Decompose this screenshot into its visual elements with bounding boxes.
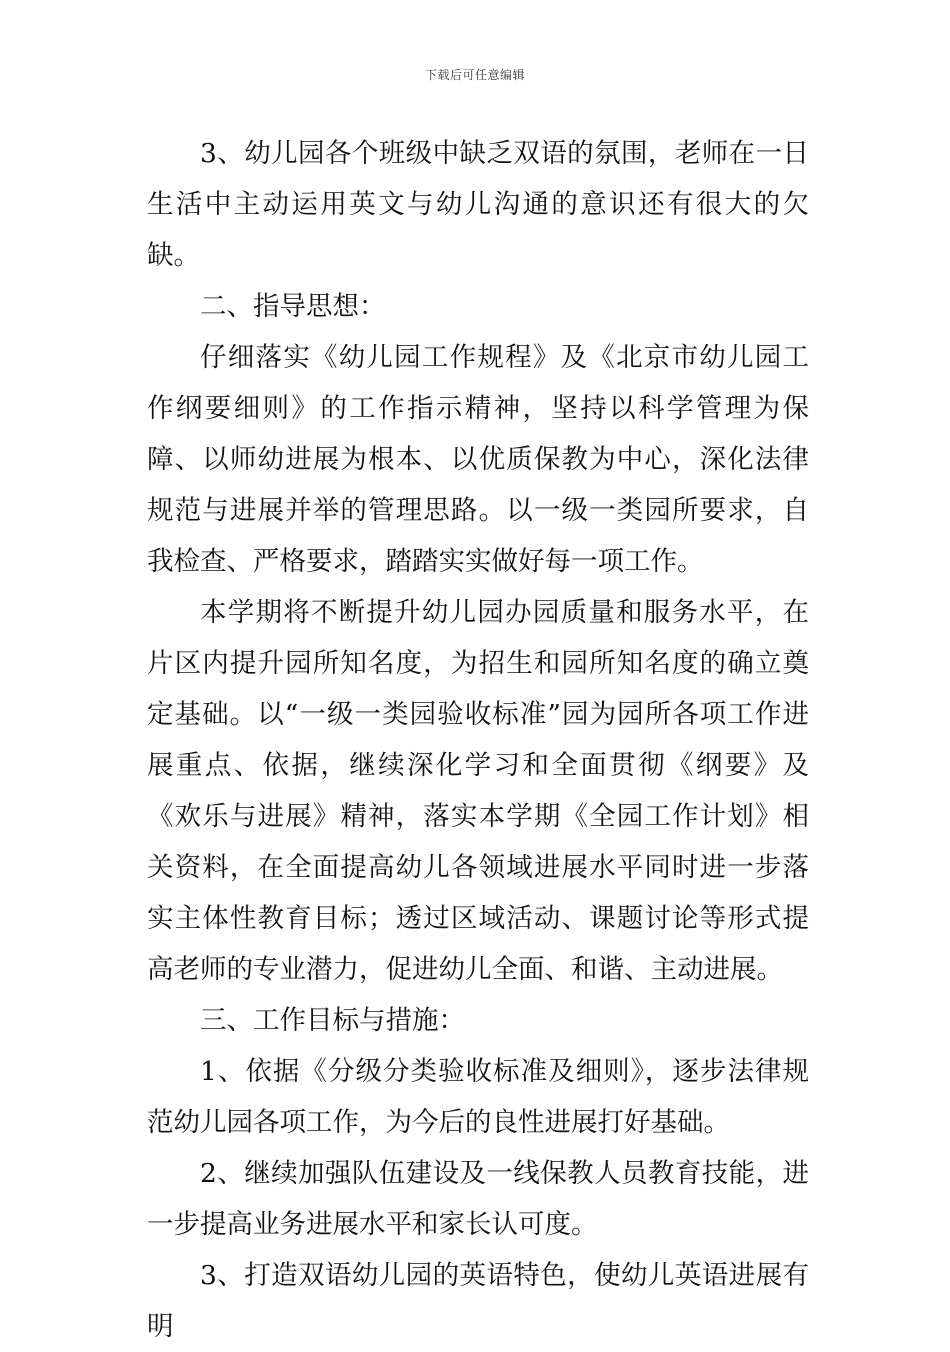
document-body: [147, 128, 809, 1352]
paragraph-measure-1: 1、依据《分级分类验收标准及细则》，逐步法律规范幼儿园各项工作，为今后的良性进展打好基础。: [147, 1056, 809, 1138]
section-heading-guiding-ideology: 二、指导思想：: [200, 291, 386, 322]
paragraph-implementation: 仔细落实《幼儿园工作规程》及《北京市幼儿园工作纲要细则》的工作指示精神，坚持以科学管理为保障、以师幼进展为根本、以优质保教为中心，深化法律规范与进展并举的管理思路。以一级一类园所要求，自我检查、严格要求，踏踏实实做好每一项工作。: [147, 342, 809, 577]
paragraph-measure-3: 3、打造双语幼儿园的英语特色，使幼儿英语进展有明: [147, 1260, 809, 1342]
page-header: 下载后可任意编辑: [424, 68, 525, 82]
paragraph-measure-2: 2、继续加强队伍建设及一线保教人员教育技能，进一步提高业务进展水平和家长认可度。: [147, 1158, 809, 1240]
paragraph-semester-goals: 本学期将不断提升幼儿园办园质量和服务水平，在片区内提升园所知名度，为招生和园所知名度的确立奠定基础。以“一级一类园验收标准”园为园所各项工作进展重点、依据，继续深化学习和全面贯彻《纲要》及《欢乐与进展》精神，落实本学期《全园工作计划》相关资料，在全面提高幼儿各领域进展水平同时进一步落实主体性教育目标；透过区域活动、课题讨论等形式提高老师的专业潜力，促进幼儿全面、和谐、主动进展。: [147, 597, 809, 985]
paragraph-bilingual-atmosphere: 3、幼儿园各个班级中缺乏双语的氛围，老师在一日生活中主动运用英文与幼儿沟通的意识还有很大的欠缺。: [147, 138, 809, 271]
section-heading-goals-measures: 三、工作目标与措施：: [200, 1005, 465, 1036]
